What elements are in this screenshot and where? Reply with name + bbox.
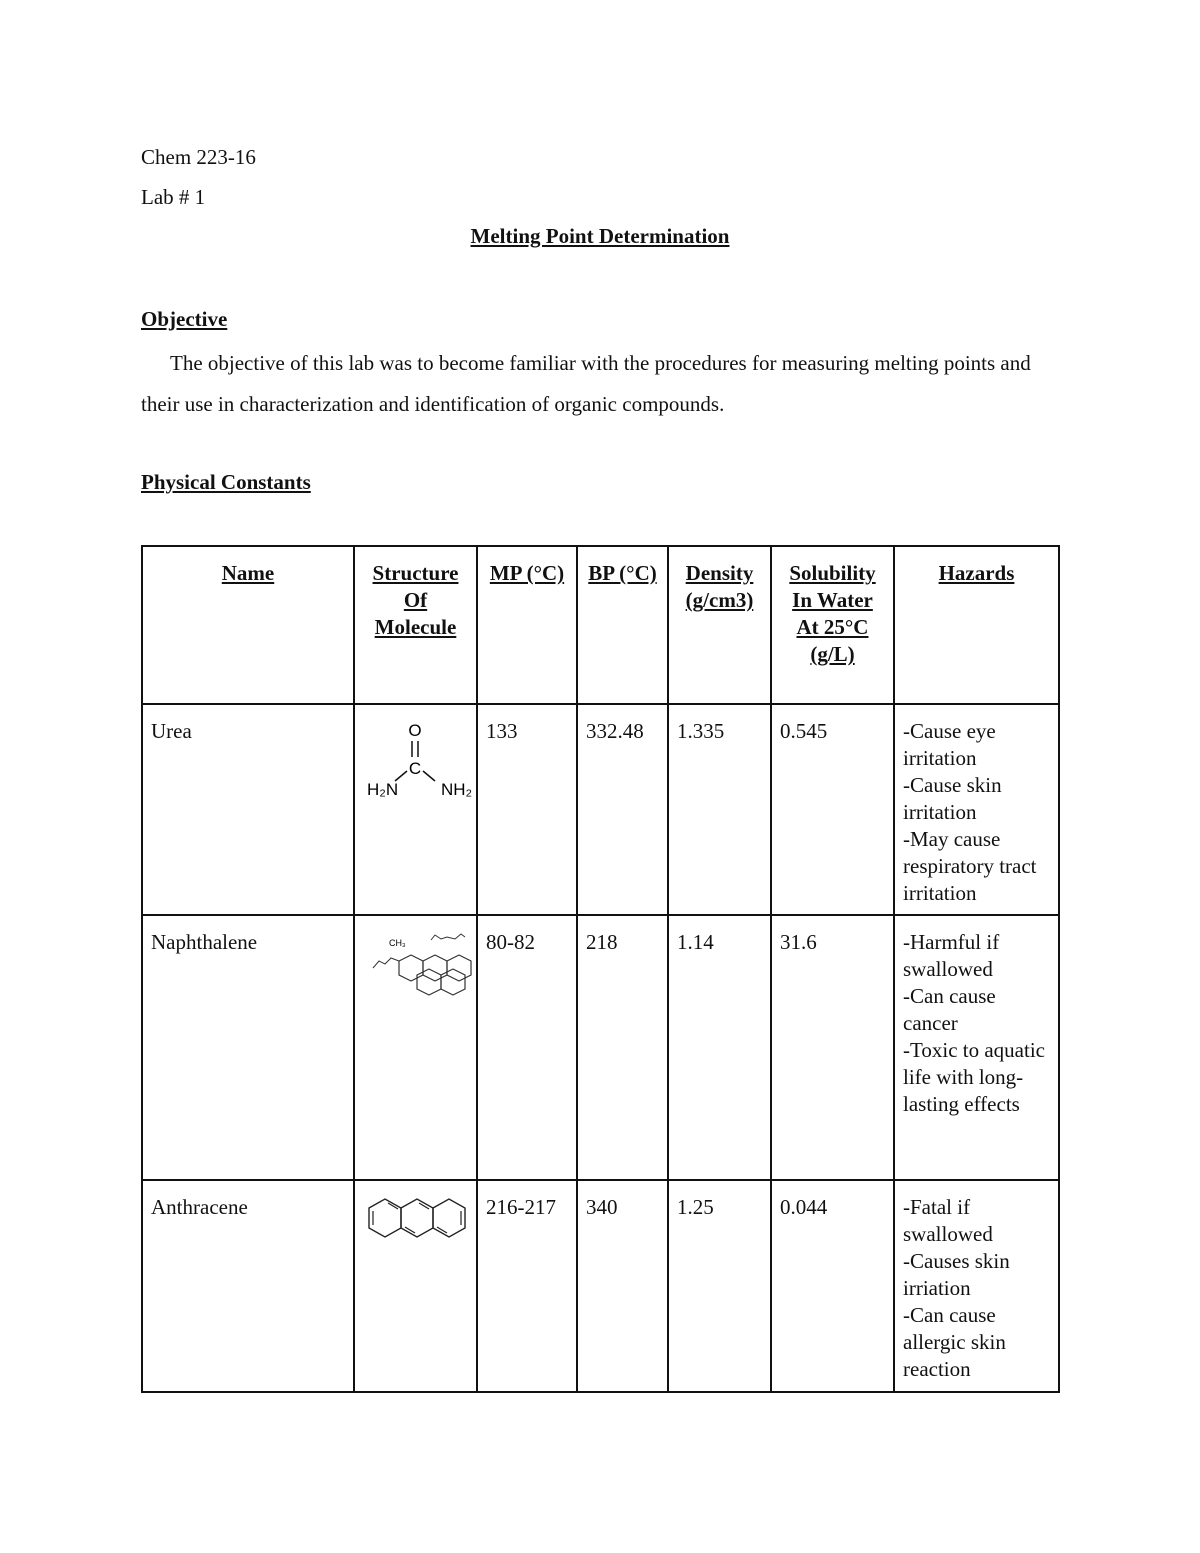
objective-heading: Objective <box>141 307 228 331</box>
physical-constants-heading: Physical Constants <box>141 470 311 494</box>
column-header-bp <box>577 546 668 704</box>
hazard-item: -Can cause allergic skin reaction <box>903 1303 1006 1381</box>
cell-mp: 133 <box>477 704 577 915</box>
column-header-hazards <box>894 546 1059 704</box>
hazard-item: -Fatal if swallowed <box>903 1195 993 1246</box>
cell-density: 1.14 <box>668 915 771 1180</box>
lab-label: Lab # 1 <box>141 185 206 209</box>
naphthalene-structure-icon <box>355 928 476 1000</box>
column-header-label: Name <box>221 561 275 585</box>
hazard-item: -Harmful if swallowed <box>903 930 1000 981</box>
column-header-label: BP (°C) <box>588 561 657 585</box>
hazard-item: -Cause eye irritation <box>903 719 996 770</box>
physical-constants-table <box>141 545 1060 1393</box>
column-header-label: Structure Of Molecule <box>372 561 459 639</box>
urea-o-label: O <box>408 721 422 740</box>
cell-structure <box>354 1180 477 1392</box>
column-header-label: Hazards <box>938 561 1015 585</box>
cell-bp: 340 <box>577 1180 668 1392</box>
urea-structure-icon <box>355 717 476 797</box>
hazard-item: -May cause respiratory tract irritation <box>903 827 1037 905</box>
urea-h2n-label: H₂N <box>367 780 399 797</box>
column-header-solubility <box>771 546 894 704</box>
anthracene-structure-icon <box>355 1193 476 1253</box>
urea-nh2-label: NH₂ <box>441 780 473 797</box>
cell-name: Naphthalene <box>142 915 354 1180</box>
cell-hazards <box>894 915 1059 1180</box>
course-label: Chem 223-16 <box>141 145 256 169</box>
table-row <box>142 915 1059 1180</box>
cell-name: Urea <box>142 704 354 915</box>
cell-solubility: 0.044 <box>771 1180 894 1392</box>
hazard-item: -Causes skin irriation <box>903 1249 1010 1300</box>
urea-c-label: C <box>408 759 422 778</box>
cell-structure <box>354 704 477 915</box>
cell-solubility: 31.6 <box>771 915 894 1180</box>
hazard-item: -Cause skin irritation <box>903 773 1002 824</box>
column-header-density <box>668 546 771 704</box>
cell-bp: 332.48 <box>577 704 668 915</box>
cell-solubility: 0.545 <box>771 704 894 915</box>
column-header-label: MP (°C) <box>489 561 565 585</box>
column-header-structure <box>354 546 477 704</box>
objective-paragraph: The objective of this lab was to become familiar with the procedures for measuring melting points and their use in characterization and identification of organic compounds. <box>141 351 1031 416</box>
column-header-label: Density (g/cm3) <box>685 561 754 612</box>
column-header-mp <box>477 546 577 704</box>
cell-mp: 216-217 <box>477 1180 577 1392</box>
cell-density: 1.25 <box>668 1180 771 1392</box>
cell-mp: 80-82 <box>477 915 577 1180</box>
page-title: Melting Point Determination <box>470 224 730 248</box>
table-header-row <box>142 546 1059 704</box>
cell-bp: 218 <box>577 915 668 1180</box>
naphthalene-ch3-label: CH₃ <box>389 938 406 948</box>
cell-density: 1.335 <box>668 704 771 915</box>
cell-hazards <box>894 704 1059 915</box>
hazard-item: -Can cause cancer <box>903 984 996 1035</box>
hazard-item: -Toxic to aquatic life with long-lasting effects <box>903 1038 1045 1116</box>
column-header-name <box>142 546 354 704</box>
column-header-label: Solubility In Water At 25°C (g/L) <box>789 561 876 666</box>
cell-structure <box>354 915 477 1180</box>
table-row <box>142 1180 1059 1392</box>
cell-hazards <box>894 1180 1059 1392</box>
cell-name: Anthracene <box>142 1180 354 1392</box>
table-row <box>142 704 1059 915</box>
